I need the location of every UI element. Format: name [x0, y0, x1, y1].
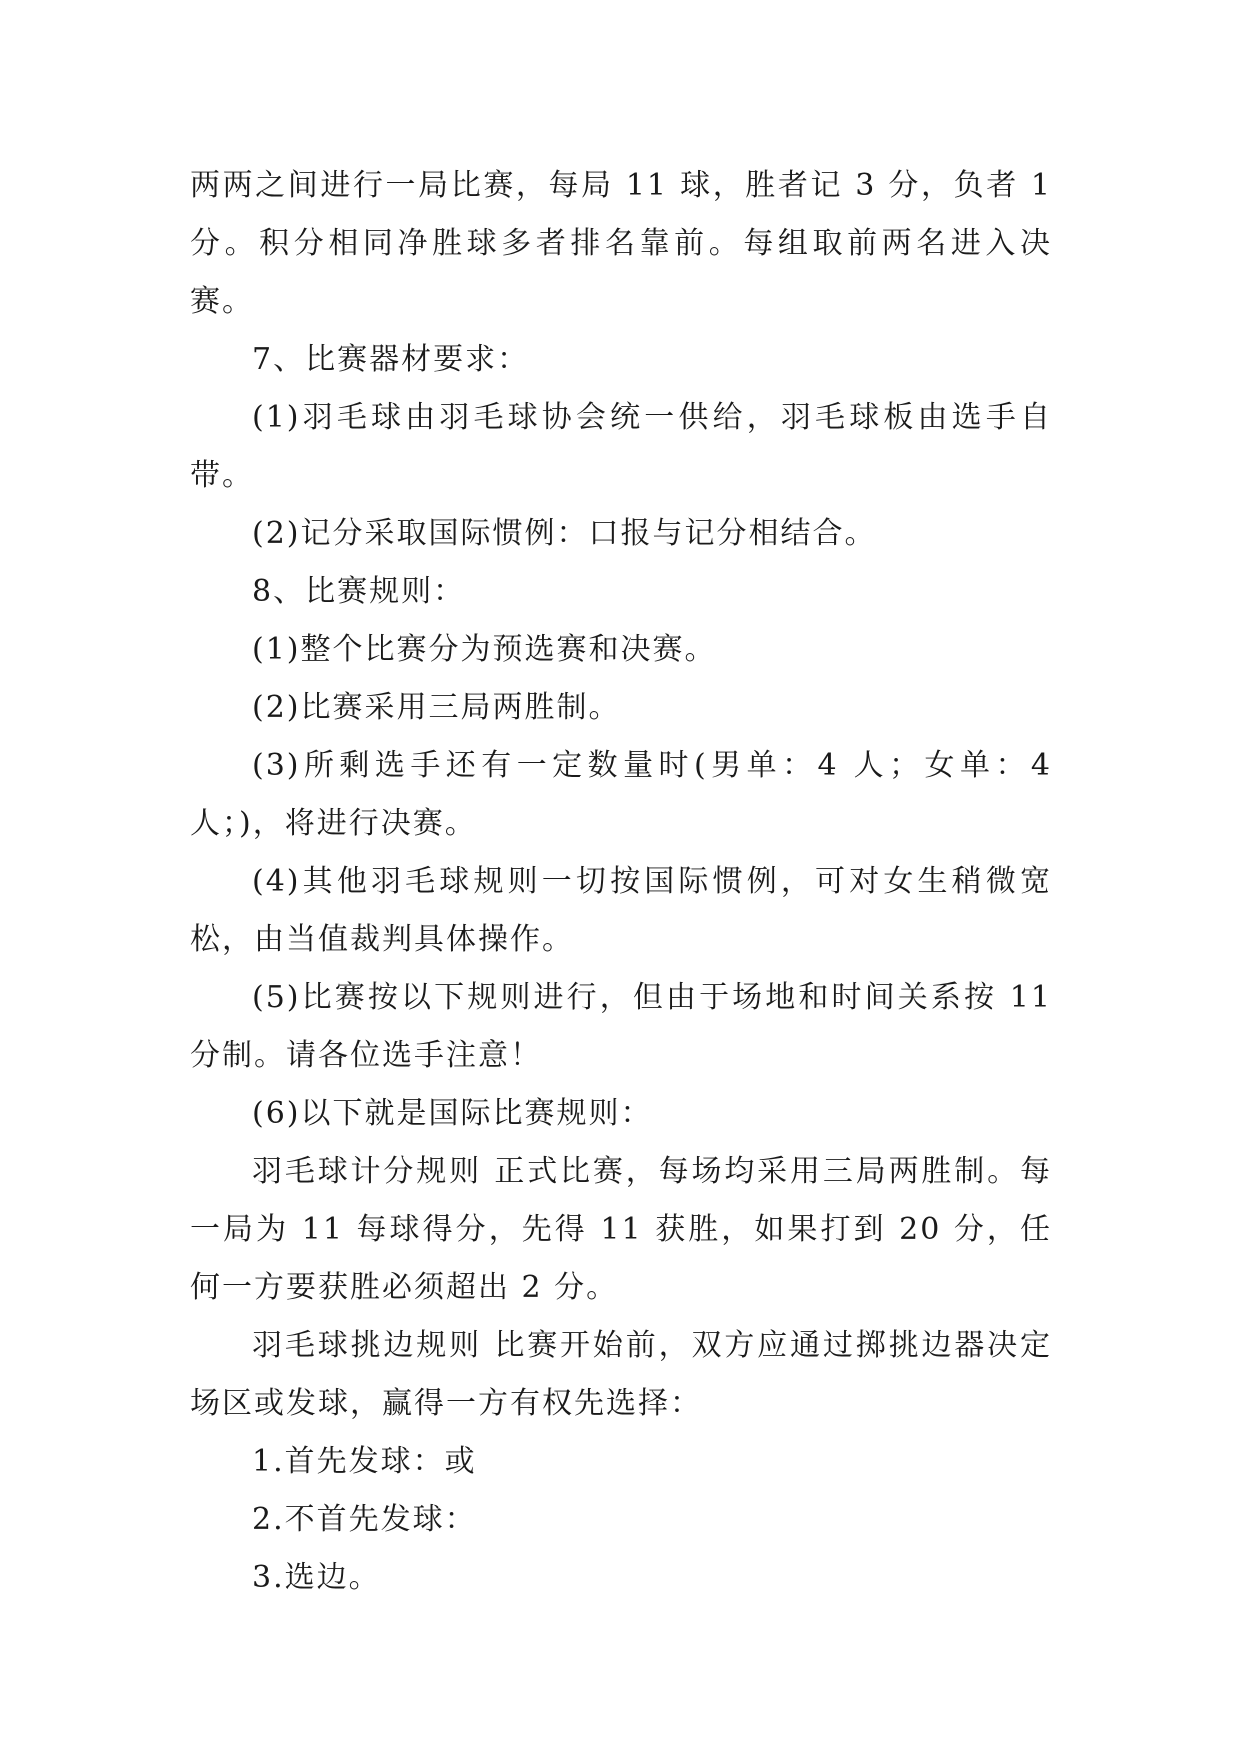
document-body [190, 157, 1052, 1607]
paragraph-rule-5: (5)比赛按以下规则进行，但由于场地和时间关系按 11 分制。请各位选手注意！ [190, 980, 1052, 1073]
paragraph-scoring-intro: 两两之间进行一局比赛，每局 11 球，胜者记 3 分，负者 1 分。积分相同净胜球多者排名靠前。每组取前两名进入决赛。 [190, 168, 1052, 319]
paragraph-rules-heading: 8、比赛规则： [252, 574, 466, 609]
paragraph-rule-3: (3)所剩选手还有一定数量时(男单：4 人；女单：4 人；)，将进行决赛。 [190, 748, 1052, 841]
paragraph-equipment-2: (2)记分采取国际惯例：口报与记分相结合。 [252, 516, 877, 551]
paragraph-rule-4: (4)其他羽毛球规则一切按国际惯例，可对女生稍微宽松，由当值裁判具体操作。 [190, 864, 1052, 957]
paragraph-equipment-1: (1)羽毛球由羽毛球协会统一供给，羽毛球板由选手自带。 [190, 400, 1052, 493]
paragraph-side-selection: 羽毛球挑边规则 比赛开始前，双方应通过掷挑边器决定场区或发球，赢得一方有权先选择： [190, 1328, 1052, 1421]
paragraph-scoring-rules: 羽毛球计分规则 正式比赛，每场均采用三局两胜制。每一局为 11 每球得分，先得 11 获胜，如果打到 20 分，任何一方要获胜必须超出 2 分。 [190, 1154, 1052, 1305]
paragraph-rule-2: (2)比赛采用三局两胜制。 [252, 690, 621, 725]
paragraph-rule-1: (1)整个比赛分为预选赛和决赛。 [252, 632, 717, 667]
list-item-not-serve-first: 2.不首先发球： [252, 1502, 477, 1537]
paragraph-equipment-heading: 7、比赛器材要求： [252, 342, 530, 377]
list-item-choose-side: 3.选边。 [252, 1560, 381, 1595]
list-item-serve-first: 1.首先发球：或 [252, 1444, 477, 1479]
paragraph-rule-6: (6)以下就是国际比赛规则： [252, 1096, 653, 1131]
